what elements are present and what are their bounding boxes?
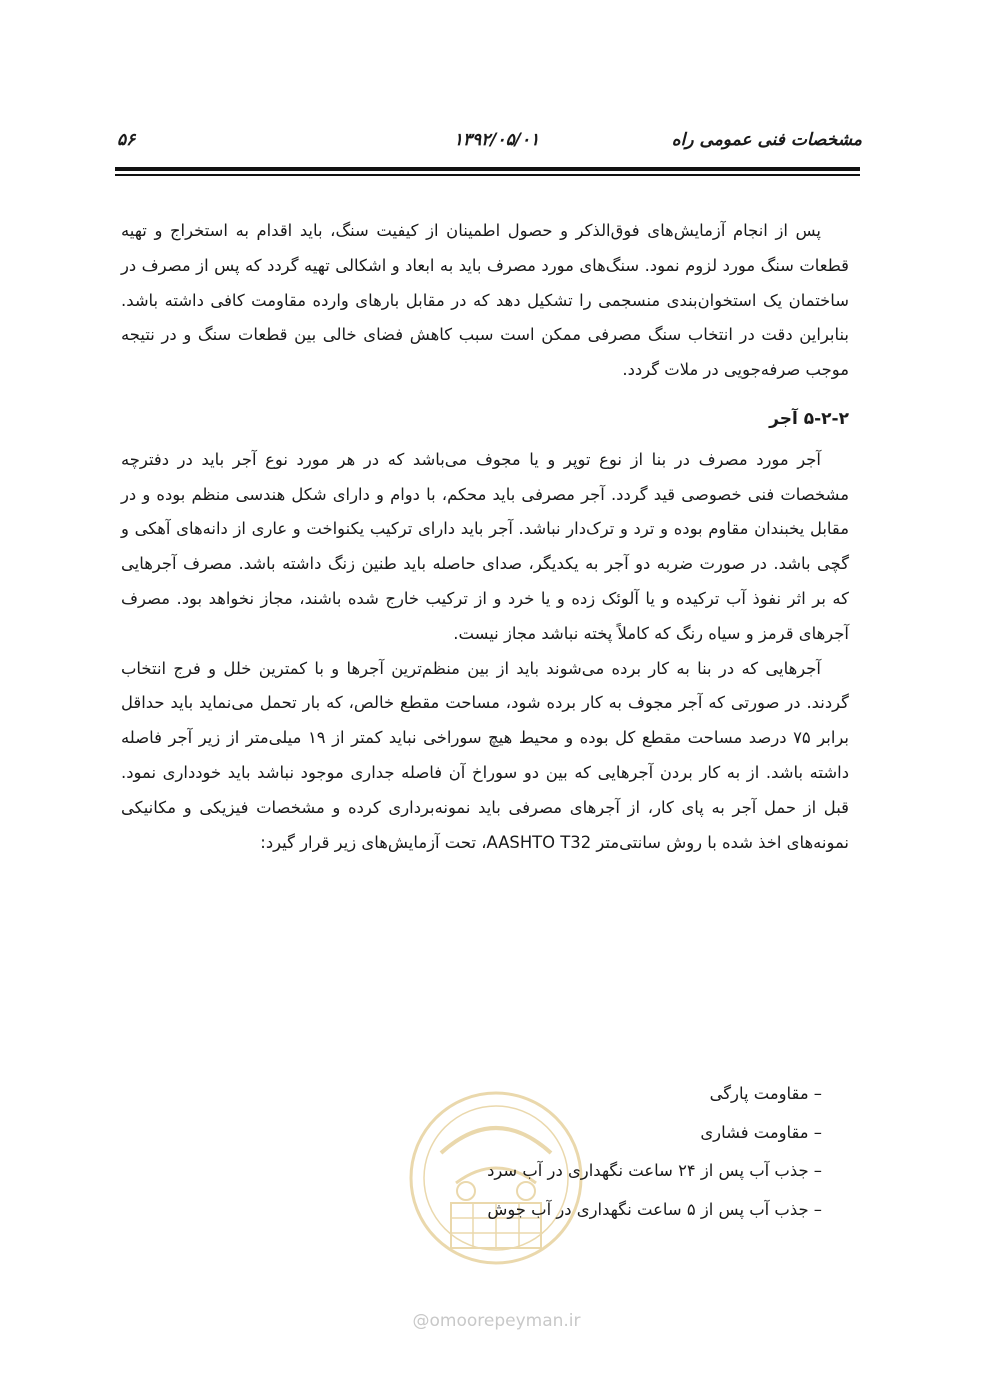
list-item: – مقاومت فشاری (700, 1122, 822, 1142)
watermark-site: omoorepeyman.ir (429, 1311, 581, 1331)
paragraph-stone: پس از انجام آزمایش‌های فوق‌الذکر و حصول اطمینان از کیفیت سنگ، باید اقدام به استخراج و تهیه قطعات سنگ مورد لزوم نمود. سنگ‌های مورد مصرف باید به ابعاد و اشکالی تهیه گردد که پس از مصرف در ساختمان یک استخوان‌بندی منسجمی را تشکیل دهد که در مقابل بارهای وارده مقاومت کافی داشته باشد. بنابراین دقت در انتخاب سنگ مصرفی ممکن است سبب کاهش فضای خالی بین قطعات سنگ و در نتیجه موجب صرفه‌جویی در ملات گردد. (121, 221, 849, 380)
test-list (487, 1075, 822, 1229)
list-item: – مقاومت پارگی (709, 1084, 822, 1103)
list-item: – جذب آب پس از ۵ ساعت نگهداری در آب جوش (487, 1199, 822, 1219)
main-text (121, 214, 849, 860)
list-item: – جذب آب پس از ۲۴ ساعت نگهداری در آب سرد (487, 1161, 822, 1180)
paragraph-brick-quality: آجر مورد مصرف در بنا از نوع توپر و یا مجوف می‌باشد که در هر مورد نوع آجر باید در دفترچه مشخصات فنی خصوصی قید گردد. آجر مصرفی باید محکم، با دوام و دارای شکل هندسی منظم بوده و در مقابل یخبندان مقاوم بوده و ترد و ترک‌دار نباشد. آجر باید دارای ترکیب یکنواخت و عاری از دانه‌های آهکی و گچی باشد. در صورت ضربه دو آجر به یکدیگر، صدای حاصله باید طنین زنگ داشته باشد. مصرف آجرهایی که بر اثر نفوذ آب ترکیده و یا آلوئک زده و یا خرد و از ترکیب خارج شده باشند، مجاز نخواهد بود. مصرف آجرهای قرمز و سیاه رنگ که کاملاً پخته نباشد مجاز نیست. (121, 449, 849, 643)
paragraph-brick-selection: آجرهایی که در بنا به کار برده می‌شوند باید از بین منظم‌ترین آجرها و با کمترین خلل و فرج انتخاب گردند. در صورتی که آجر مجوف به کار برده شود، مساحت مقطع خالص، که بار تحمل می‌نماید باید حداقل برابر ۷۵ درصد مساحت مقطع کل بوده و محیط هیچ سوراخی نباید کمتر از ۱۹ میلی‌متر از زیر آجر فاصله داشته باشد. از به کار بردن آجرهایی که بین دو سوراخ آن فاصله جداری موجود نباشد باید خودداری نمود. قبل از حمل آجر به پای کار، از آجرهای مصرفی باید نمونه‌برداری کرده و مشخصات فیزیکی و مکانیکی نمونه‌های اخذ شده با روش سانتی‌متر AASHTO T32، تحت آزمایش‌های زیر قرار گیرد: (121, 658, 849, 852)
header-rule-thin (115, 174, 860, 176)
watermark-site-text (0, 1311, 993, 1331)
page-number: ۵۶ (117, 130, 136, 150)
section-heading-brick: ۵-۲-۲ آجر (769, 408, 849, 429)
at-icon: @ (412, 1311, 430, 1331)
header-date: ۱۳۹۲/۰۵/۰۱ (453, 130, 540, 150)
header-title: مشخصات فنی عمومی راه (671, 130, 862, 150)
header-rule-thick (115, 167, 860, 171)
